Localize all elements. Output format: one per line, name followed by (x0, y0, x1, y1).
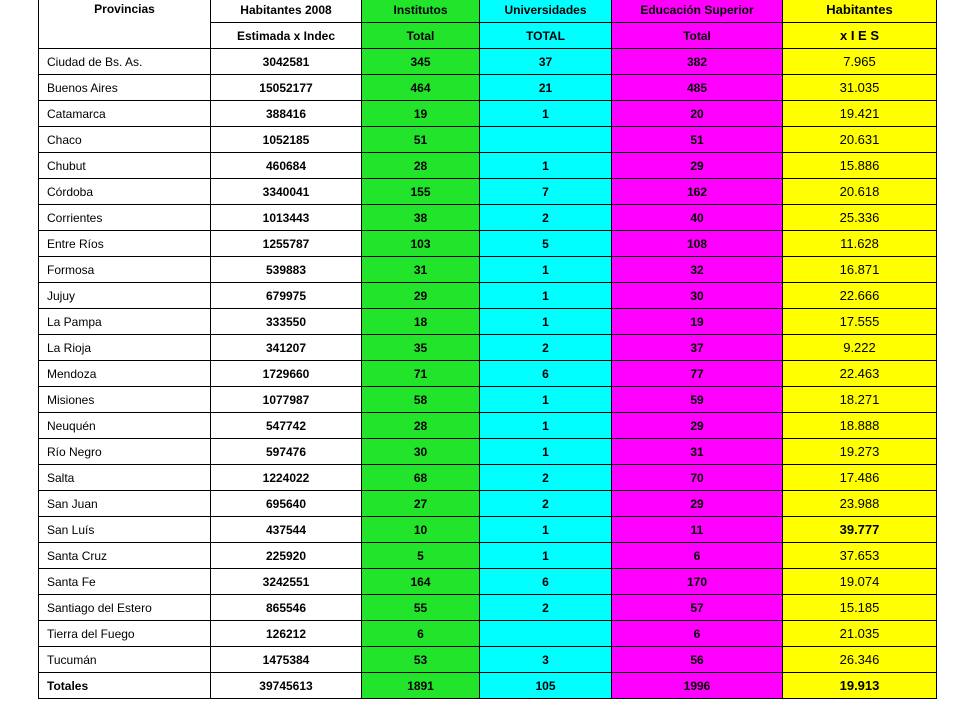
table-row (39, 283, 937, 309)
cell-educacion-superior: 59 (612, 387, 783, 413)
cell-provincia: Ciudad de Bs. As. (39, 49, 211, 75)
cell-educacion-superior: 162 (612, 179, 783, 205)
cell-habitantes: 547742 (211, 413, 362, 439)
cell-educacion-superior: 108 (612, 231, 783, 257)
cell-universidades (480, 127, 612, 153)
cell-provincia: Santiago del Estero (39, 595, 211, 621)
cell-institutos: 53 (362, 647, 480, 673)
cell-educacion-superior: 6 (612, 543, 783, 569)
cell-institutos: 30 (362, 439, 480, 465)
header-habitantes-2008: Habitantes 2008 (211, 0, 362, 23)
cell-habitantes: 460684 (211, 153, 362, 179)
table-row (39, 543, 937, 569)
header-institutos: Institutos (362, 0, 480, 23)
cell-habitantes: 3242551 (211, 569, 362, 595)
cell-universidades: 1 (480, 283, 612, 309)
cell-universidades: 2 (480, 491, 612, 517)
table-row (39, 387, 937, 413)
header-habitantes: Habitantes (783, 0, 937, 23)
cell-habitantes: 1013443 (211, 205, 362, 231)
cell-institutos: 18 (362, 309, 480, 335)
cell-provincia: Chubut (39, 153, 211, 179)
cell-institutos: 58 (362, 387, 480, 413)
cell-habitantes-x-ies: 9.222 (783, 335, 937, 361)
cell-provincia: Río Negro (39, 439, 211, 465)
cell-habitantes: 695640 (211, 491, 362, 517)
cell-institutos: 27 (362, 491, 480, 517)
cell-habitantes-x-ies: 18.888 (783, 413, 937, 439)
cell-provincia: Neuquén (39, 413, 211, 439)
cell-habitantes-x-ies: 31.035 (783, 75, 937, 101)
cell-educacion-superior: 70 (612, 465, 783, 491)
cell-habitantes: 388416 (211, 101, 362, 127)
table-row (39, 569, 937, 595)
cell-habitantes-x-ies: 11.628 (783, 231, 937, 257)
cell-educacion-superior: 31 (612, 439, 783, 465)
header-universidades: Universidades (480, 0, 612, 23)
cell-educacion-superior: 51 (612, 127, 783, 153)
cell-habitantes: 3340041 (211, 179, 362, 205)
cell-habitantes-x-ies: 22.463 (783, 361, 937, 387)
cell-provincia: San Luís (39, 517, 211, 543)
cell-universidades: 1 (480, 439, 612, 465)
table-row (39, 413, 937, 439)
cell-provincia: Entre Ríos (39, 231, 211, 257)
cell-provincia: Catamarca (39, 101, 211, 127)
cell-institutos: 29 (362, 283, 480, 309)
cell-educacion-superior: 77 (612, 361, 783, 387)
cell-educacion-superior: 32 (612, 257, 783, 283)
cell-habitantes-x-ies: 7.965 (783, 49, 937, 75)
cell-provincia: Jujuy (39, 283, 211, 309)
cell-universidades: 2 (480, 595, 612, 621)
cell-habitantes: 1475384 (211, 647, 362, 673)
cell-universidades: 7 (480, 179, 612, 205)
cell-provincia: Córdoba (39, 179, 211, 205)
table-row (39, 491, 937, 517)
table-row (39, 75, 937, 101)
table-row (39, 257, 937, 283)
table-row (39, 49, 937, 75)
cell-institutos: 38 (362, 205, 480, 231)
table-row (39, 595, 937, 621)
header-row-1 (39, 0, 937, 23)
cell-habitantes: 1077987 (211, 387, 362, 413)
cell-institutos: 31 (362, 257, 480, 283)
cell-provincia: San Juan (39, 491, 211, 517)
table-row (39, 335, 937, 361)
table-row (39, 153, 937, 179)
header-universidades-total: TOTAL (480, 23, 612, 49)
cell-educacion-superior: 20 (612, 101, 783, 127)
cell-educacion-superior: 40 (612, 205, 783, 231)
cell-institutos: 155 (362, 179, 480, 205)
cell-provincia: Santa Cruz (39, 543, 211, 569)
table-row (39, 309, 937, 335)
table-row (39, 465, 937, 491)
table-row (39, 621, 937, 647)
header-educacion-total: Total (612, 23, 783, 49)
cell-habitantes-x-ies: 17.486 (783, 465, 937, 491)
cell-habitantes: 341207 (211, 335, 362, 361)
cell-habitantes: 539883 (211, 257, 362, 283)
table-row (39, 517, 937, 543)
table-row (39, 205, 937, 231)
cell-habitantes: 3042581 (211, 49, 362, 75)
cell-institutos: 164 (362, 569, 480, 595)
cell-institutos: 28 (362, 413, 480, 439)
cell-habitantes: 1224022 (211, 465, 362, 491)
cell-educacion-superior: 19 (612, 309, 783, 335)
cell-habitantes-x-ies: 19.074 (783, 569, 937, 595)
cell-provincia: Formosa (39, 257, 211, 283)
cell-habitantes: 865546 (211, 595, 362, 621)
cell-institutos: 71 (362, 361, 480, 387)
cell-institutos: 68 (362, 465, 480, 491)
cell-institutos: 6 (362, 621, 480, 647)
cell-educacion-superior: 382 (612, 49, 783, 75)
cell-provincia: La Rioja (39, 335, 211, 361)
cell-habitantes-x-ies: 15.185 (783, 595, 937, 621)
cell-institutos: 5 (362, 543, 480, 569)
table-row (39, 127, 937, 153)
cell-habitantes: 1052185 (211, 127, 362, 153)
cell-institutos: 51 (362, 127, 480, 153)
cell-universidades: 1 (480, 387, 612, 413)
cell-educacion-superior: 30 (612, 283, 783, 309)
cell-universidades: 21 (480, 75, 612, 101)
cell-habitantes-x-ies: 20.631 (783, 127, 937, 153)
cell-habitantes-x-ies: 15.886 (783, 153, 937, 179)
cell-universidades: 1 (480, 309, 612, 335)
cell-habitantes: 126212 (211, 621, 362, 647)
cell-habitantes-x-ies: 25.336 (783, 205, 937, 231)
cell-universidades: 1 (480, 153, 612, 179)
table-row (39, 231, 937, 257)
cell-institutos: 345 (362, 49, 480, 75)
cell-provincia: Mendoza (39, 361, 211, 387)
cell-educacion-superior: 56 (612, 647, 783, 673)
header-provincias: Provincias (39, 0, 211, 49)
cell-habitantes-x-ies: 20.618 (783, 179, 937, 205)
cell-habitantes-x-ies: 19.913 (783, 673, 937, 699)
cell-educacion-superior: 6 (612, 621, 783, 647)
header-educacion-superior: Educación Superior (612, 0, 783, 23)
cell-universidades: 2 (480, 205, 612, 231)
cell-educacion-superior: 29 (612, 491, 783, 517)
cell-educacion-superior: 1996 (612, 673, 783, 699)
cell-educacion-superior: 29 (612, 153, 783, 179)
cell-habitantes: 597476 (211, 439, 362, 465)
cell-universidades: 6 (480, 569, 612, 595)
table-row (39, 439, 937, 465)
cell-provincia: Buenos Aires (39, 75, 211, 101)
cell-provincia: Salta (39, 465, 211, 491)
education-table (38, 0, 937, 699)
cell-provincia: Chaco (39, 127, 211, 153)
cell-universidades: 37 (480, 49, 612, 75)
cell-institutos: 1891 (362, 673, 480, 699)
cell-universidades: 5 (480, 231, 612, 257)
header-x-ies: x I E S (783, 23, 937, 49)
cell-provincia: Totales (39, 673, 211, 699)
cell-universidades: 1 (480, 101, 612, 127)
cell-educacion-superior: 170 (612, 569, 783, 595)
cell-universidades: 3 (480, 647, 612, 673)
cell-provincia: Tucumán (39, 647, 211, 673)
cell-habitantes-x-ies: 26.346 (783, 647, 937, 673)
cell-institutos: 55 (362, 595, 480, 621)
cell-universidades: 105 (480, 673, 612, 699)
cell-habitantes: 1729660 (211, 361, 362, 387)
cell-habitantes-x-ies: 16.871 (783, 257, 937, 283)
cell-habitantes-x-ies: 22.666 (783, 283, 937, 309)
cell-institutos: 10 (362, 517, 480, 543)
cell-habitantes-x-ies: 19.421 (783, 101, 937, 127)
header-institutos-total: Total (362, 23, 480, 49)
cell-universidades: 2 (480, 465, 612, 491)
cell-habitantes-x-ies: 39.777 (783, 517, 937, 543)
cell-habitantes-x-ies: 18.271 (783, 387, 937, 413)
cell-provincia: Corrientes (39, 205, 211, 231)
table-row (39, 647, 937, 673)
cell-universidades: 1 (480, 257, 612, 283)
cell-universidades: 2 (480, 335, 612, 361)
cell-habitantes: 1255787 (211, 231, 362, 257)
cell-universidades: 1 (480, 517, 612, 543)
header-estimada: Estimada x Indec (211, 23, 362, 49)
cell-habitantes-x-ies: 37.653 (783, 543, 937, 569)
cell-habitantes-x-ies: 17.555 (783, 309, 937, 335)
cell-universidades (480, 621, 612, 647)
cell-universidades: 6 (480, 361, 612, 387)
table-row (39, 179, 937, 205)
cell-institutos: 35 (362, 335, 480, 361)
cell-habitantes-x-ies: 23.988 (783, 491, 937, 517)
cell-habitantes: 39745613 (211, 673, 362, 699)
cell-habitantes: 333550 (211, 309, 362, 335)
cell-educacion-superior: 11 (612, 517, 783, 543)
cell-educacion-superior: 29 (612, 413, 783, 439)
table-row (39, 101, 937, 127)
cell-universidades: 1 (480, 543, 612, 569)
cell-institutos: 19 (362, 101, 480, 127)
cell-provincia: La Pampa (39, 309, 211, 335)
cell-provincia: Misiones (39, 387, 211, 413)
cell-habitantes: 15052177 (211, 75, 362, 101)
cell-provincia: Santa Fe (39, 569, 211, 595)
cell-habitantes: 225920 (211, 543, 362, 569)
cell-habitantes-x-ies: 21.035 (783, 621, 937, 647)
cell-provincia: Tierra del Fuego (39, 621, 211, 647)
totals-row (39, 673, 937, 699)
cell-institutos: 103 (362, 231, 480, 257)
cell-educacion-superior: 57 (612, 595, 783, 621)
cell-institutos: 28 (362, 153, 480, 179)
cell-universidades: 1 (480, 413, 612, 439)
cell-habitantes: 679975 (211, 283, 362, 309)
cell-habitantes-x-ies: 19.273 (783, 439, 937, 465)
cell-institutos: 464 (362, 75, 480, 101)
cell-habitantes: 437544 (211, 517, 362, 543)
cell-educacion-superior: 485 (612, 75, 783, 101)
table-row (39, 361, 937, 387)
cell-educacion-superior: 37 (612, 335, 783, 361)
